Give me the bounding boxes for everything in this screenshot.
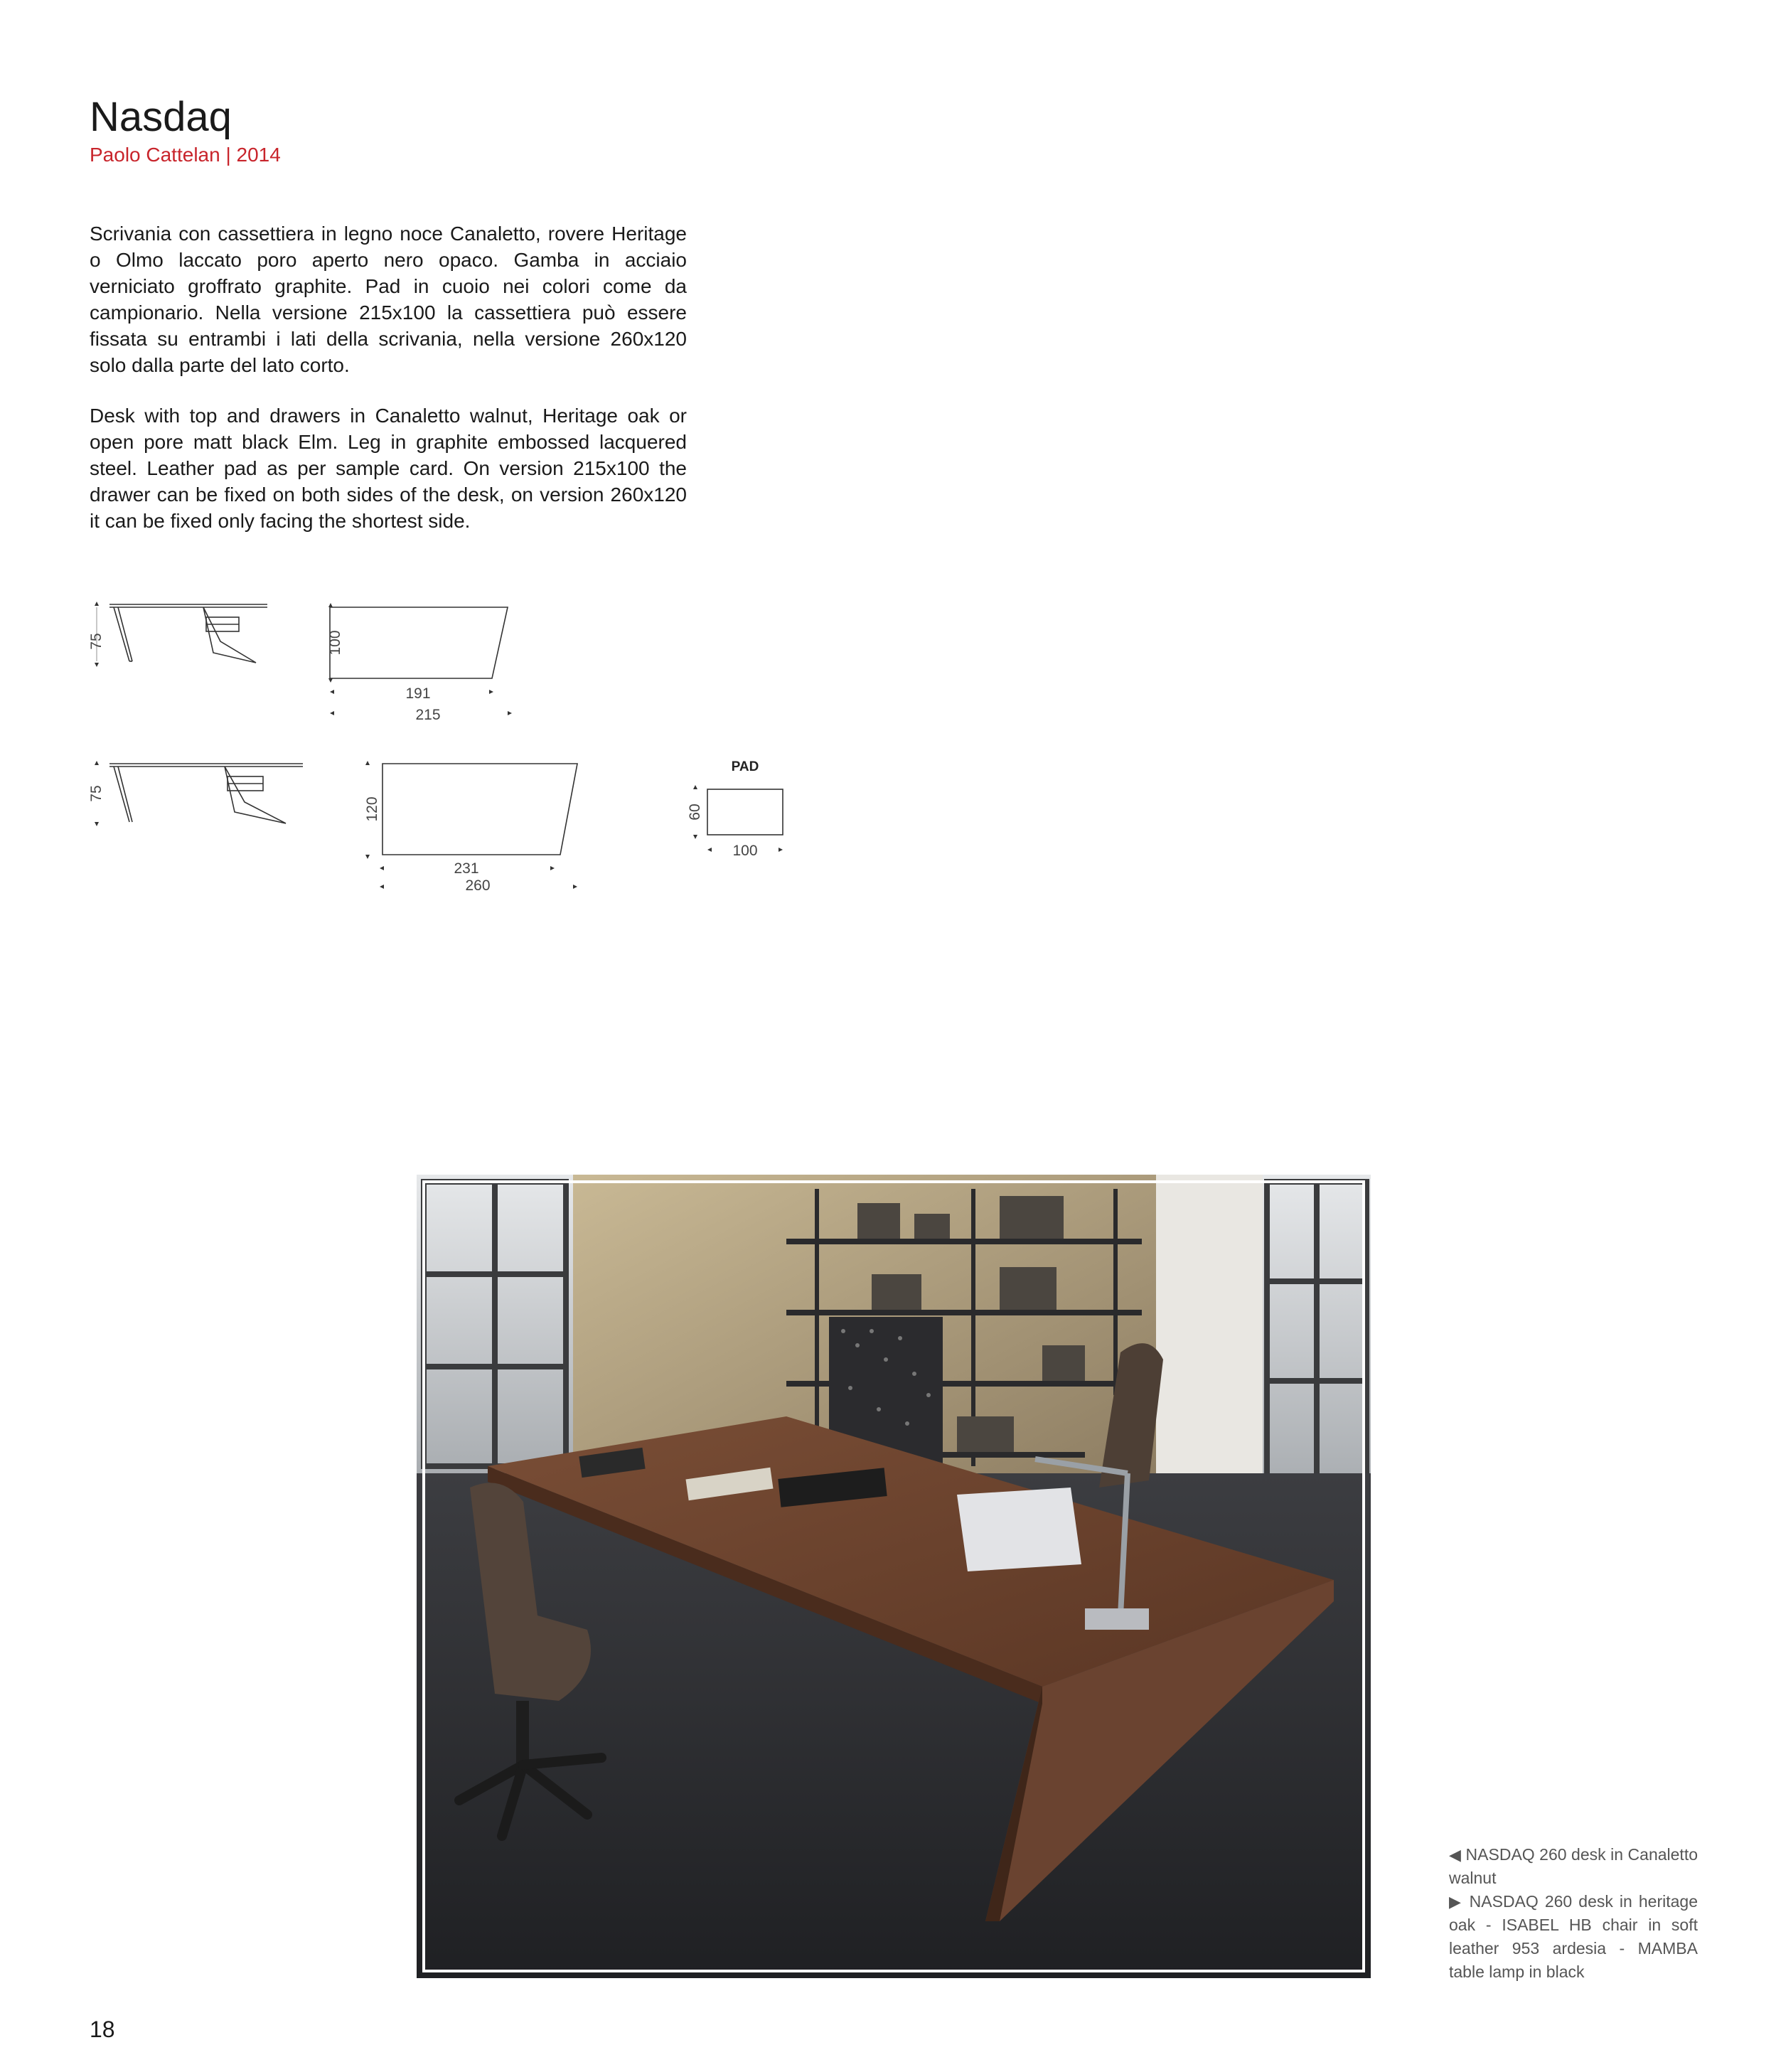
technical-drawings [78, 583, 818, 910]
caption-line-right [1449, 1890, 1698, 1984]
dim-pad-depth: 60 [687, 803, 703, 821]
page-title: Nasdaq [90, 94, 232, 140]
top-view-small [330, 607, 508, 678]
side-view-small [109, 604, 267, 663]
dim-large-top-depth: 120 [364, 796, 380, 822]
caption-line-left [1449, 1843, 1698, 1890]
triangle-right-icon: ▶ [1449, 1893, 1463, 1911]
photo-caption [1449, 1843, 1698, 1984]
caption-text-2: NASDAQ 260 desk in heritage oak - ISABEL HB chair in soft leather 953 ardesia - MAMBA table lamp in black [1449, 1892, 1699, 1981]
pad-shape [707, 789, 783, 835]
dim-small-top-depth: 100 [327, 630, 343, 656]
dim-small-width-long: 215 [415, 707, 441, 723]
designer-year: Paolo Cattelan | 2014 [90, 144, 281, 166]
description-english: Desk with top and drawers in Canaletto walnut, Heritage oak or open pore matt black Elm. Leg in graphite embossed lacquered steel. Leather pad as per sample card. On version 215x100 the drawer can be fixed on both sides of the desk, on version 260x120 it can be fixed only facing the shortest side. [90, 405, 687, 532]
dim-small-side-height: 75 [88, 633, 105, 650]
pad-label: PAD [731, 759, 759, 774]
description-italian: Scrivania con cassettiera in legno noce Canaletto, rovere Heritage o Olmo laccato poro aperto nero opaco. Gamba in acciaio verniciato groffrato graphite. Pad in cuoio nei colori come da campionario. Nella versione 215x100 la cassettiera può essere fissata su entrambi i lati della scrivania, nella versione 260x120 solo dalla parte del lato corto. [90, 223, 687, 376]
dim-pad-width: 100 [732, 843, 758, 859]
page-number: 18 [90, 2017, 115, 2042]
dim-large-width-short: 231 [454, 860, 479, 877]
triangle-left-icon: ◀ [1449, 1846, 1462, 1864]
dim-large-width-long: 260 [465, 877, 491, 894]
dim-large-side-height: 75 [88, 785, 105, 802]
product-photo [417, 1175, 1371, 1978]
side-view-large [109, 764, 303, 823]
caption-text-1: NASDAQ 260 desk in Canaletto walnut [1449, 1845, 1699, 1887]
dim-small-width-short: 191 [405, 685, 431, 702]
top-view-large [383, 764, 577, 855]
